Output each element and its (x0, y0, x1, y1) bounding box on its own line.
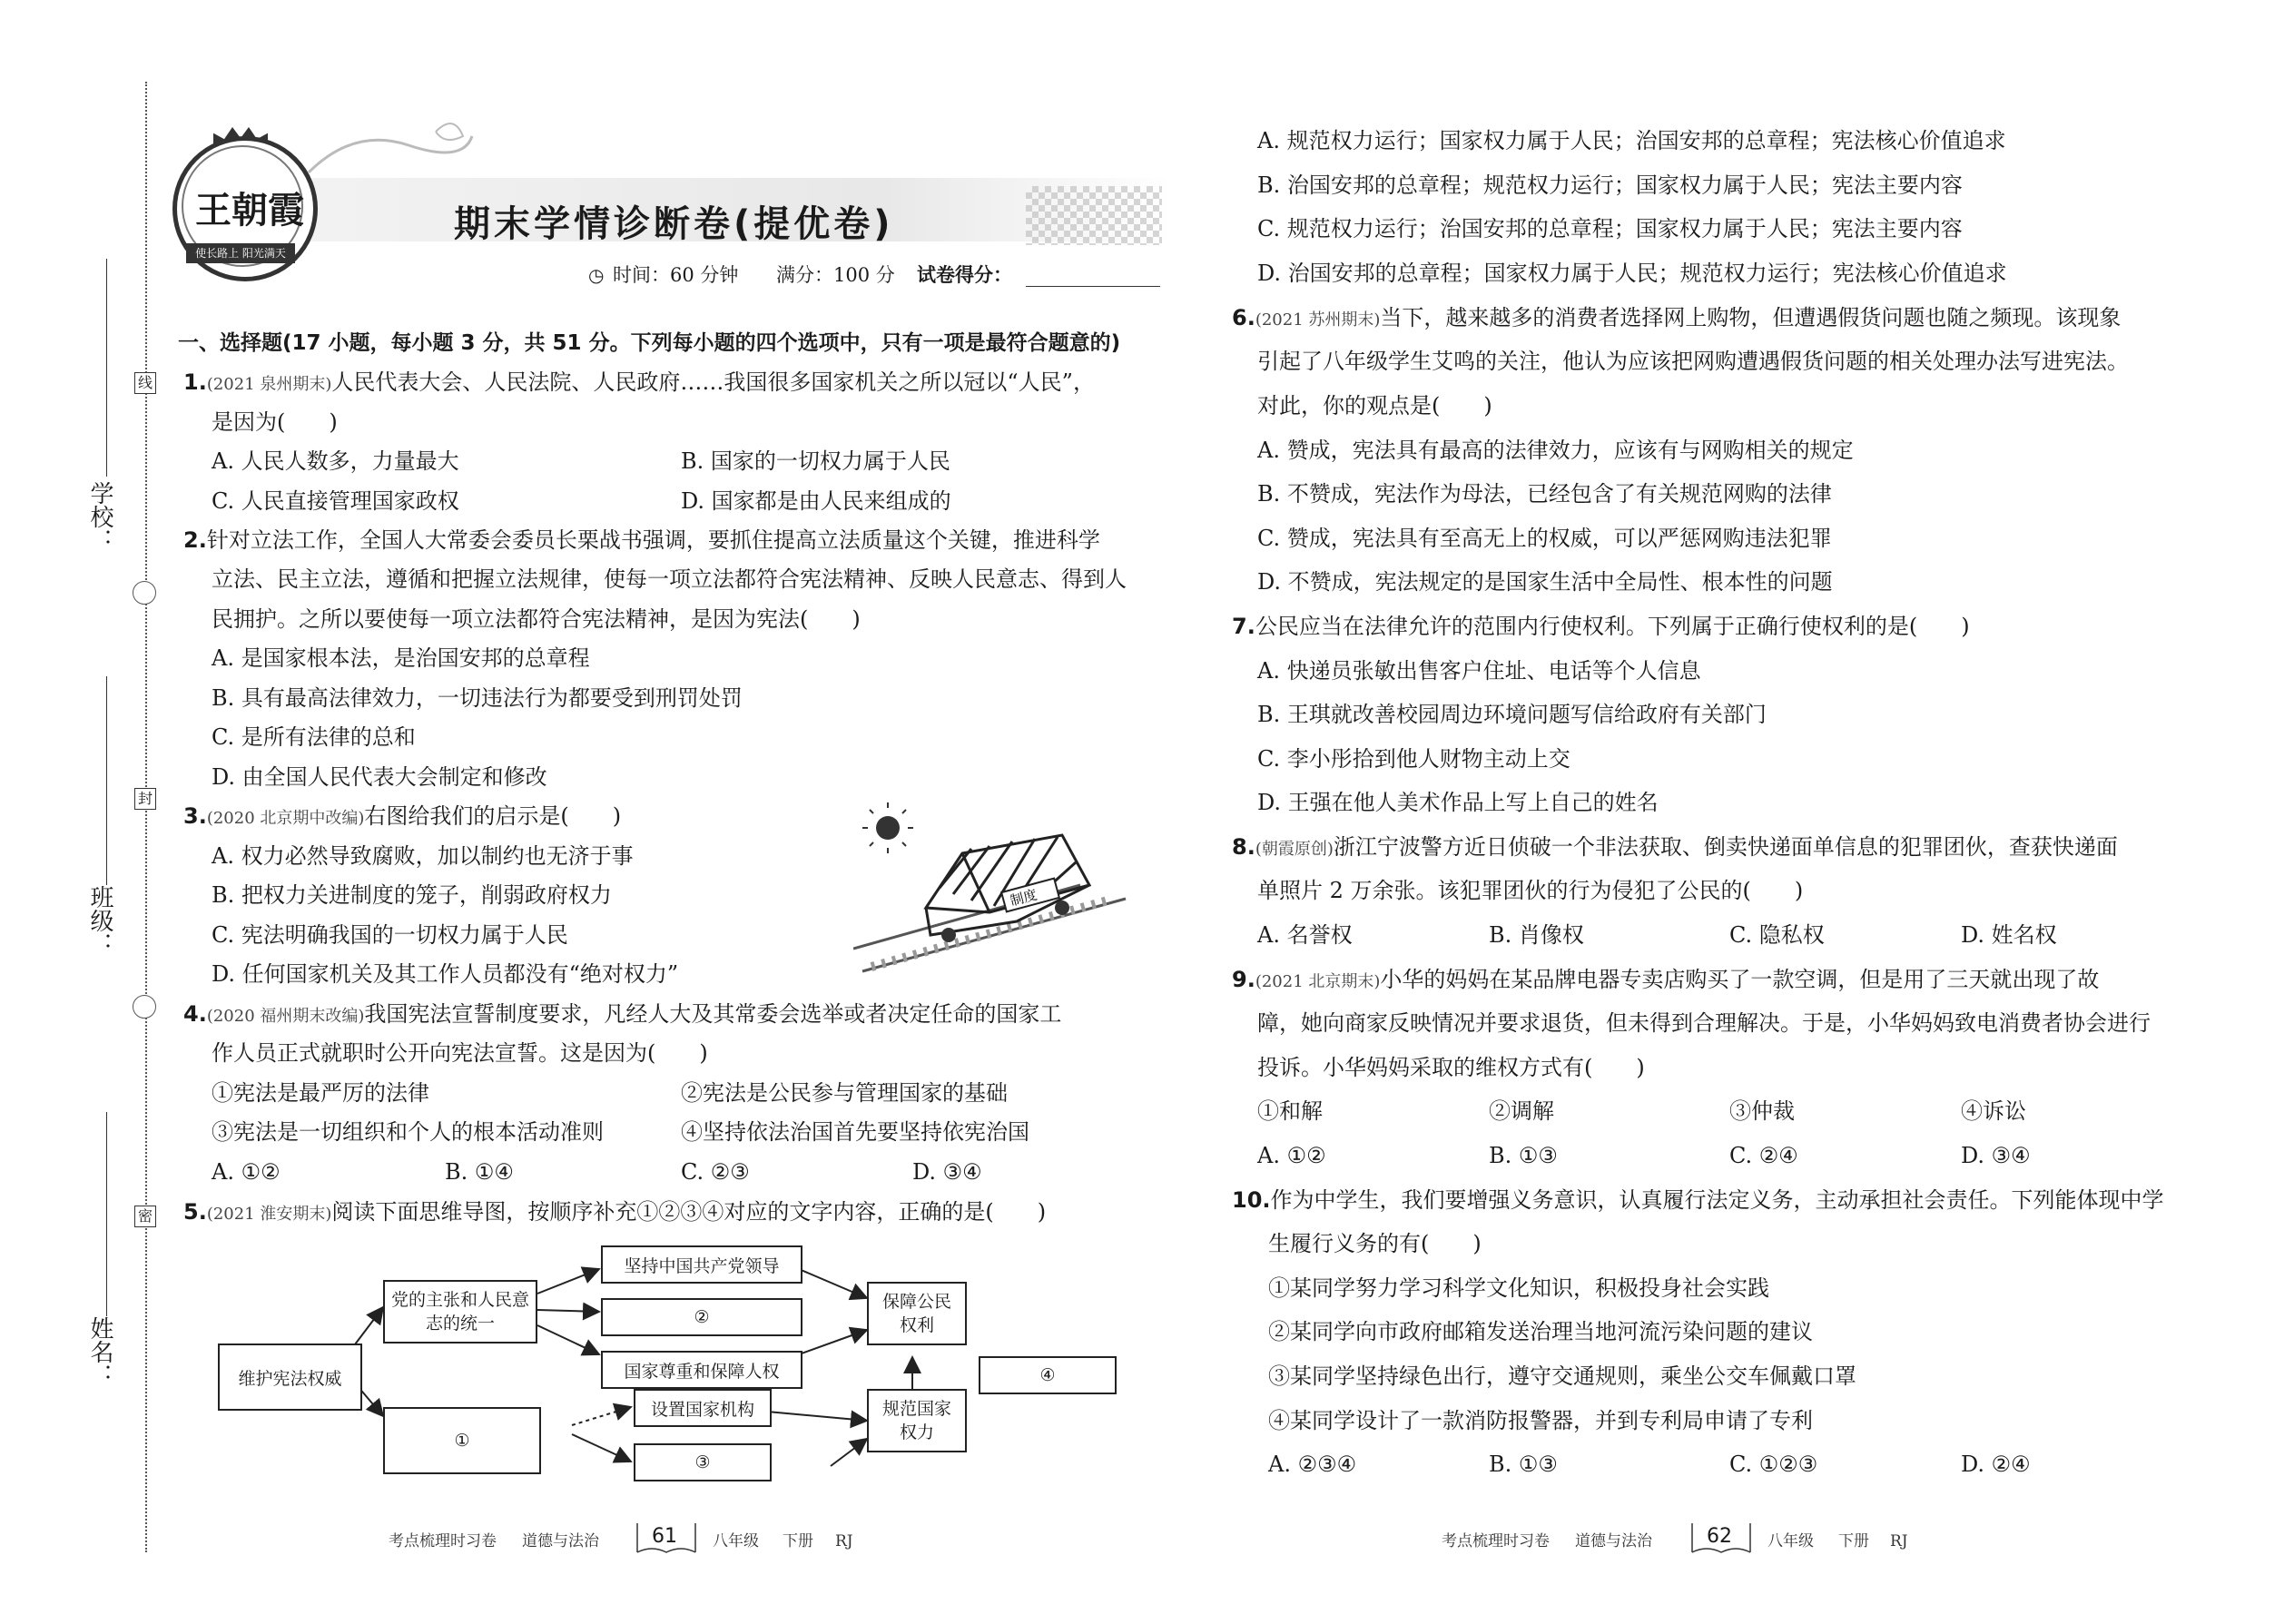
option-b[interactable]: B. 把权力关进制度的笼子，削弱政府权力 (212, 882, 612, 908)
option-c[interactable]: C. ②④ (1729, 1143, 1798, 1168)
mind-map-node-party: 党的主张和人民意志的统一 (383, 1280, 537, 1343)
option-b[interactable]: B. 王琪就改善校园周边环境问题写信给政府有关部门 (1257, 702, 1767, 727)
book-icon (1690, 1516, 1752, 1557)
question-1 (183, 369, 1095, 399)
option-a[interactable]: A. 名誉权 (1257, 922, 1353, 948)
question-6 (1232, 304, 2121, 334)
exam-time: 时间：60 分钟 (613, 264, 739, 286)
question-stem: 浙江宁波警方近日侦破一个非法获取、倒卖快递面单信息的犯罪团伙，查获快递面 (1333, 834, 2118, 860)
question-number: 4. (183, 1001, 207, 1027)
option-c[interactable]: C. ①②③ (1729, 1452, 1818, 1477)
question-number: 9. (1232, 967, 1255, 992)
footer-subject: 道德与法治 (1575, 1532, 1652, 1550)
question-stem: 生履行义务的有( ) (1268, 1231, 1482, 1256)
question-stem: 障，她向商家反映情况并要求退货，但未得到合理解决。于是，小华妈妈致电消费者协会进行 (1257, 1010, 2151, 1036)
page-number: 61 (652, 1525, 677, 1548)
question-number: 1. (183, 369, 207, 395)
margin-box-seal: 封 (134, 788, 156, 810)
question-source: (2021 泉州期末) (206, 375, 332, 394)
option-a[interactable]: A. 是国家根本法，是治国安邦的总章程 (212, 645, 590, 671)
statement-3: ③某同学坚持绿色出行，遵守交通规则，乘坐公交车佩戴口罩 (1268, 1363, 1856, 1389)
option-d[interactable]: D. 王强在他人美术作品上写上自己的姓名 (1257, 790, 1659, 815)
school-label: 学校： (86, 481, 113, 552)
question-stem: 公民应当在法律允许的范围内行使权利。下列属于正确行使权利的是( ) (1255, 614, 1970, 639)
mind-map-node-protect: 保障公民权利 (867, 1282, 967, 1345)
footer-edition: RJ (1890, 1532, 1908, 1550)
binding-hole (133, 995, 156, 1019)
page-number: 62 (1707, 1525, 1732, 1548)
statement-4: ④坚持依法治国首先要坚持依宪治国 (681, 1119, 1029, 1145)
option-c[interactable]: C. ②③ (681, 1159, 750, 1185)
mind-map-blank-3[interactable]: ③ (634, 1443, 772, 1481)
q5-option-c[interactable]: C. 规范权力运行；治国安邦的总章程；国家权力属于人民；宪法主要内容 (1257, 216, 1963, 241)
binding-cut-line (145, 82, 147, 1552)
book-icon (635, 1516, 697, 1557)
question-source: (2020 福州期末改编) (206, 1007, 365, 1026)
question-stem: 引起了八年级学生艾鸣的关注，他认为应该把网购遭遇假货问题的相关处理办法写进宪法。 (1257, 349, 2129, 374)
option-b[interactable]: B. ①③ (1489, 1452, 1558, 1477)
question-stem: 针对立法工作，全国人大常委会委员长栗战书强调，要抓住提高立法质量这个关键，推进科学 (206, 527, 1100, 553)
footer-grade: 八年级 (713, 1532, 759, 1550)
statement-2: ②某同学向市政府邮箱发送治理当地河流污染问题的建议 (1268, 1319, 1813, 1344)
question-stem: 民拥护。之所以要使每一项立法都符合宪法精神，是因为宪法( ) (212, 606, 861, 632)
question-stem: 我国宪法宣誓制度要求，凡经人大及其常委会选举或者决定任命的国家工 (364, 1001, 1062, 1027)
question-3 (183, 802, 621, 832)
question-source: (2021 北京期末) (1255, 972, 1381, 991)
option-c[interactable]: C. 宪法明确我国的一切权力属于人民 (212, 922, 568, 948)
margin-box-line: 线 (134, 372, 156, 394)
option-d[interactable]: D. ②④ (1961, 1452, 2031, 1477)
mind-map-node-organ: 设置国家机构 (634, 1389, 772, 1427)
option-a[interactable]: A. 人民人数多，力量最大 (212, 448, 459, 474)
question-number: 10. (1232, 1187, 1271, 1213)
name-label: 姓名： (86, 1316, 113, 1387)
question-source: (2021 淮安期末) (206, 1205, 332, 1224)
option-a[interactable]: A. 权力必然导致腐败，加以制约也无济于事 (212, 843, 634, 869)
option-a[interactable]: A. ②③④ (1268, 1452, 1357, 1477)
option-d[interactable]: D. ③④ (1961, 1143, 2031, 1168)
option-c[interactable]: C. 李小彤拾到他人财物主动上交 (1257, 746, 1570, 772)
question-source: (2020 北京期中改编) (206, 809, 365, 828)
option-c[interactable]: C. 是所有法律的总和 (212, 724, 416, 750)
q5-option-a[interactable]: A. 规范权力运行；国家权力属于人民；治国安邦的总章程；宪法核心价值追求 (1257, 128, 2006, 153)
option-a[interactable]: A. ①② (212, 1159, 281, 1185)
binding-hole (133, 581, 156, 605)
question-number: 7. (1232, 614, 1255, 639)
question-stem: 是因为( ) (212, 409, 338, 435)
question-5 (183, 1198, 1046, 1228)
question-stem: 立法、民主立法，遵循和把握立法规律，使每一项立法都符合宪法精神、反映人民意志、得到人 (212, 566, 1127, 592)
question-stem: 作人员正式就职时公开向宪法宣誓。这是因为( ) (212, 1040, 708, 1066)
logo-name: 王朝霞 (195, 189, 304, 231)
option-c[interactable]: C. 隐私权 (1729, 922, 1825, 948)
class-answer-line[interactable] (106, 676, 107, 885)
question-stem: 人民代表大会、人民法院、人民政府……我国很多国家机关之所以冠以“人民”， (331, 369, 1095, 395)
statement-4: ④某同学设计了一款消防报警器，并到专利局申请了专利 (1268, 1408, 1813, 1433)
question-stem: 当下，越来越多的消费者选择网上购物，但遭遇假货问题也随之频现。该现象 (1380, 305, 2122, 330)
question-4 (183, 1000, 1061, 1030)
option-b[interactable]: B. ①③ (1489, 1143, 1558, 1168)
statement-1: ①某同学努力学习科学文化知识，积极投身社会实践 (1268, 1275, 1769, 1301)
mind-map-node-rights: 国家尊重和保障人权 (601, 1351, 802, 1389)
margin-box-secret: 密 (134, 1206, 156, 1227)
question-stem: 右图给我们的启示是( ) (364, 803, 622, 829)
question-number: 5. (183, 1199, 207, 1225)
full-score: 满分：100 分 (776, 264, 895, 286)
statement-3: ③仲裁 (1729, 1098, 1795, 1124)
question-source: (朝霞原创) (1255, 840, 1334, 859)
clock-icon: ◷ (588, 264, 605, 286)
option-b[interactable]: B. 肖像权 (1489, 922, 1584, 948)
class-label: 班级： (86, 885, 113, 956)
question-number: 2. (183, 527, 207, 553)
question-number: 3. (183, 803, 207, 829)
ribbon-decoration (300, 118, 481, 191)
statement-1: ①和解 (1257, 1098, 1323, 1124)
section-heading: 一、选择题(17 小题，每小题 3 分，共 51 分。下列每小题的四个选项中，只有一项是最符合题意的) (178, 331, 1121, 355)
statement-1: ①宪法是最严厉的法律 (212, 1080, 429, 1106)
option-d[interactable]: D. 姓名权 (1961, 922, 2057, 948)
question-7 (1232, 613, 1970, 640)
footer-series: 考点梳理时习卷 (389, 1532, 497, 1550)
option-a[interactable]: A. 赞成，宪法具有最高的法律效力，应该有与网购相关的规定 (1257, 438, 1854, 463)
statement-2: ②宪法是公民参与管理国家的基础 (681, 1080, 1008, 1106)
question-stem: 单照片 2 万余张。该犯罪团伙的行为侵犯了公民的( ) (1257, 878, 1804, 903)
mind-map-blank-1[interactable]: ① (383, 1407, 541, 1474)
option-c[interactable]: C. 赞成，宪法具有至高无上的权威，可以严惩网购违法犯罪 (1257, 526, 1832, 551)
option-c[interactable]: C. 人民直接管理国家政权 (212, 488, 459, 514)
mind-map-root: 维护宪法权威 (218, 1343, 362, 1411)
option-d[interactable]: D. 不赞成，宪法规定的是国家生活中全局性、根本性的问题 (1257, 569, 1833, 595)
question-number: 6. (1232, 305, 1255, 330)
option-a[interactable]: A. 快递员张敏出售客户住址、电话等个人信息 (1257, 658, 1701, 684)
score-label: 试卷得分： (917, 264, 1012, 286)
option-d[interactable]: D. ③④ (912, 1159, 982, 1185)
cage-caption: 制度 (1008, 886, 1039, 910)
option-d[interactable]: D. 国家都是由人民来组成的 (681, 488, 951, 514)
question-stem: 作为中学生，我们要增强义务意识，认真履行法定义务，主动承担社会责任。下列能体现中学 (1270, 1187, 2164, 1213)
question-stem: 投诉。小华妈妈采取的维权方式有( ) (1257, 1055, 1645, 1080)
school-answer-line[interactable] (106, 259, 107, 477)
question-number: 8. (1232, 834, 1255, 860)
checker-decoration (1026, 186, 1162, 245)
mind-map-node-lead: 坚持中国共产党领导 (601, 1245, 802, 1284)
question-stem: 对此，你的观点是( ) (1257, 393, 1492, 418)
mind-map-blank-4[interactable]: ④ (979, 1356, 1117, 1394)
option-d[interactable]: D. 任何国家机关及其工作人员都没有“绝对权力” (212, 961, 679, 987)
question-source: (2021 苏州期末) (1255, 310, 1381, 330)
option-d[interactable]: D. 由全国人民代表大会制定和修改 (212, 764, 547, 790)
footer-edition: RJ (835, 1532, 853, 1550)
q5-option-b[interactable]: B. 治国安邦的总章程；规范权力运行；国家权力属于人民；宪法主要内容 (1257, 172, 1963, 198)
mind-map-blank-2[interactable]: ② (601, 1298, 802, 1336)
score-input[interactable] (1026, 286, 1160, 287)
footer-volume: 下册 (783, 1532, 813, 1550)
option-a[interactable]: A. ①② (1257, 1143, 1326, 1168)
option-b[interactable]: B. 具有最高法律效力，一切违法行为都要受到刑罚处罚 (212, 685, 743, 711)
q5-option-d[interactable]: D. 治国安邦的总章程；国家权力属于人民；规范权力运行；宪法核心价值追求 (1257, 261, 2007, 286)
logo-ribbon: 使长路上 阳光满天 (186, 243, 295, 263)
footer-subject: 道德与法治 (522, 1532, 599, 1550)
question-stem: 阅读下面思维导图，按顺序补充①②③④对应的文字内容，正确的是( ) (331, 1199, 1047, 1225)
option-b[interactable]: B. 不赞成，宪法作为母法，已经包含了有关规范网购的法律 (1257, 481, 1832, 507)
question-10 (1232, 1186, 2164, 1214)
option-b[interactable]: B. 国家的一切权力属于人民 (681, 448, 950, 474)
footer-series: 考点梳理时习卷 (1442, 1532, 1550, 1550)
question-9 (1232, 966, 2099, 996)
option-b[interactable]: B. ①④ (445, 1159, 514, 1185)
page-title: 期末学情诊断卷(提优卷) (454, 203, 894, 245)
question-2 (183, 527, 1100, 554)
footer-volume: 下册 (1838, 1532, 1869, 1550)
statement-3: ③宪法是一切组织和个人的根本活动准则 (212, 1119, 604, 1145)
mind-map-node-regulate: 规范国家权力 (867, 1389, 967, 1452)
question-8 (1232, 833, 2118, 863)
name-answer-line[interactable] (106, 1112, 107, 1316)
cage-illustration (853, 799, 1144, 980)
question-stem: 小华的妈妈在某品牌电器专卖店购买了一款空调，但是用了三天就出现了故 (1380, 967, 2100, 992)
statement-4: ④诉讼 (1961, 1098, 2026, 1124)
statement-2: ②调解 (1489, 1098, 1554, 1124)
footer-grade: 八年级 (1767, 1532, 1814, 1550)
